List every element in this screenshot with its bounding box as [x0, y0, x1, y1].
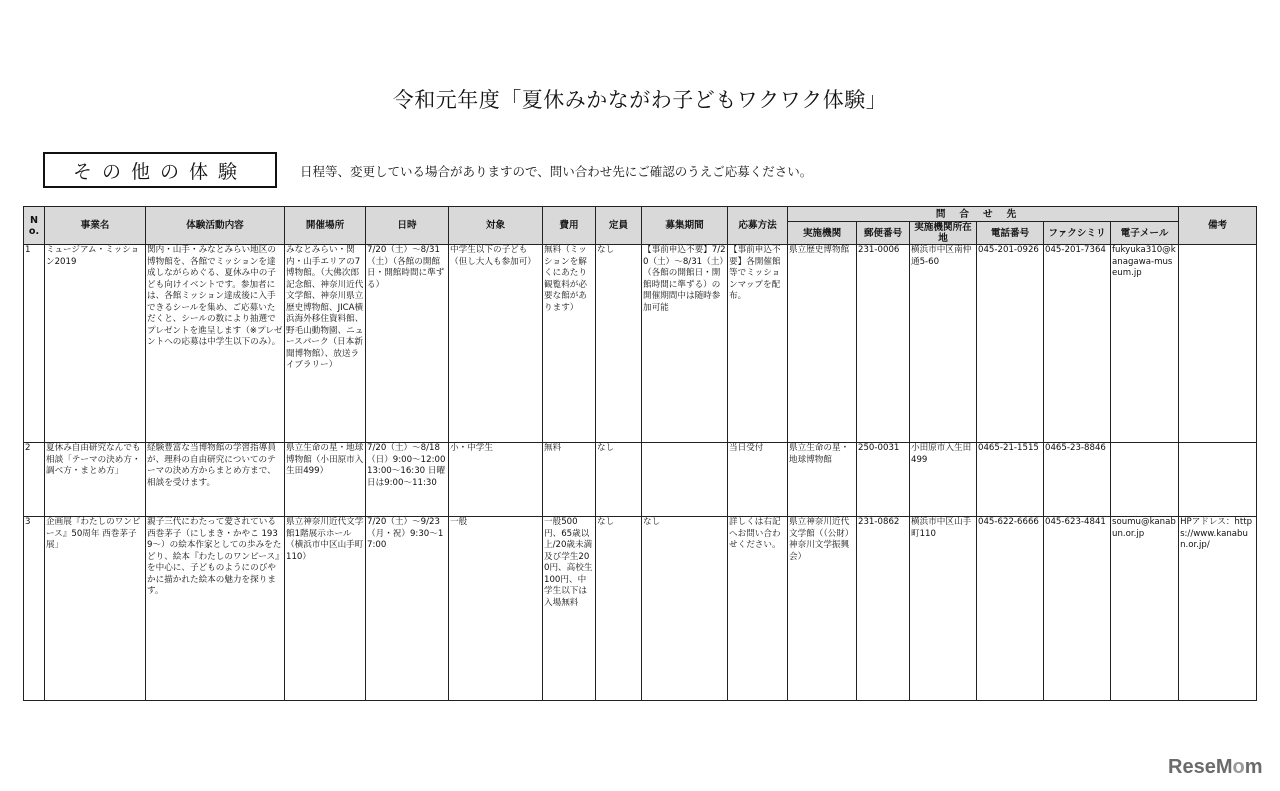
cell-fax: 045-623-4841: [1044, 517, 1111, 701]
resemom-logo: [1168, 756, 1263, 779]
cell-phone: 0465-21-1515: [977, 443, 1044, 517]
cell-capacity: なし: [596, 245, 642, 443]
events-table: [23, 206, 1257, 701]
cell-org: 県立神奈川近代文学館（（公財）神奈川文学振興会）: [788, 517, 857, 701]
cell-venue: 県立神奈川近代文学館1階展示ホール（横浜市中区山手町110）: [285, 517, 366, 701]
page-title: 令和元年度「夏休みかながわ子どもワクワク体験」: [392, 88, 888, 112]
header-method: 応募方法: [728, 207, 788, 245]
cell-capacity: なし: [596, 443, 642, 517]
cell-date: 7/20（土）～9/23（月・祝）9:30～17:00: [366, 517, 449, 701]
cell-date: 7/20（土）～8/18（日）9:00～12:00 13:00～16:30 日曜日は9:00～11:30: [366, 443, 449, 517]
header-event: 事業名: [45, 207, 146, 245]
cell-method: 【事前申込不要】各開催館等でミッションマップを配布。: [728, 245, 788, 443]
cell-target: 中学生以下の子ども（但し大人も参加可）: [449, 245, 543, 443]
notice-text: 日程等、変更している場合がありますので、問い合わせ先にご確認のうえご応募ください。: [300, 164, 813, 179]
cell-address: 小田原市入生田499: [910, 443, 977, 517]
header-fee: 費用: [543, 207, 596, 245]
table-row: [24, 517, 1257, 701]
section-label: その他の体験: [43, 152, 277, 188]
cell-postal: 231-0006: [857, 245, 910, 443]
cell-fax: 045-201-7364: [1044, 245, 1111, 443]
cell-fee: 無料（ミッションを解くにあたり観覧料が必要な館があります）: [543, 245, 596, 443]
cell-address: 横浜市中区山手町110: [910, 517, 977, 701]
logo-text-4: m: [1244, 756, 1263, 778]
cell-period: なし: [642, 517, 728, 701]
cell-capacity: なし: [596, 517, 642, 701]
logo-text-3: o: [1232, 756, 1245, 778]
table-row: [24, 443, 1257, 517]
cell-email: [1111, 443, 1179, 517]
header-content: 体験活動内容: [146, 207, 285, 245]
cell-target: 一般: [449, 517, 543, 701]
cell-postal: 250-0031: [857, 443, 910, 517]
header-fax: ファクシミリ: [1044, 222, 1111, 245]
cell-remarks: [1179, 245, 1257, 443]
logo-text-1: Rese: [1168, 756, 1216, 778]
header-capacity: 定員: [596, 207, 642, 245]
cell-content: 関内・山手・みなとみらい地区の博物館を、各館でミッションを達成しながらめぐる、夏休み中の子ども向けイベントです。参加者には、各館ミッション達成後に入手できるシールを集め、ご応募いただくと、シールの数により抽選でプレゼントを進呈します（※プレゼントへの応募は中学生以下のみ）。: [146, 245, 285, 443]
header-org: 実施機関: [788, 222, 857, 245]
header-date: 日時: [366, 207, 449, 245]
cell-remarks: [1179, 443, 1257, 517]
cell-postal: 231-0862: [857, 517, 910, 701]
cell-target: 小・中学生: [449, 443, 543, 517]
cell-address: 横浜市中区南仲通5-60: [910, 245, 977, 443]
cell-fee: 無料: [543, 443, 596, 517]
header-postal: 郵便番号: [857, 222, 910, 245]
cell-content: 経験豊富な当博物館の学習指導員が、理科の自由研究についてのテーマの決め方からまとめ方まで、相談を受けます。: [146, 443, 285, 517]
cell-date: 7/20（土）～8/31（土）（各館の開館日・開館時間に準ずる）: [366, 245, 449, 443]
cell-period: [642, 443, 728, 517]
cell-phone: 045-622-6666: [977, 517, 1044, 701]
cell-no: 2: [24, 443, 45, 517]
cell-phone: 045-201-0926: [977, 245, 1044, 443]
cell-method: 当日受付: [728, 443, 788, 517]
logo-text-2: M: [1215, 756, 1233, 778]
header-email: 電子メール: [1111, 222, 1179, 245]
header-period: 募集期間: [642, 207, 728, 245]
cell-event: 企画展『わたしのワンピース』50周年 西巻茅子展」: [45, 517, 146, 701]
table-row: [24, 245, 1257, 443]
header-remarks: 備考: [1179, 207, 1257, 245]
cell-org: 県立生命の星・地球博物館: [788, 443, 857, 517]
header-phone: 電話番号: [977, 222, 1044, 245]
cell-venue: 県立生命の星・地球博物館（小田原市入生田499）: [285, 443, 366, 517]
cell-remarks[interactable]: HPアドレス：https://www.kanabun.or.jp/: [1179, 517, 1257, 701]
cell-event: ミュージアム・ミッション2019: [45, 245, 146, 443]
cell-email[interactable]: soumu@kanabun.or.jp: [1111, 517, 1179, 701]
cell-period: 【事前申込不要】7/20（土）～8/31（土）（各館の開館日・開館時間に準ずる）の開催期間中は随時参加可能: [642, 245, 728, 443]
cell-org: 県立歴史博物館: [788, 245, 857, 443]
cell-email[interactable]: fukyuka310@kanagawa-museum.jp: [1111, 245, 1179, 443]
cell-content: 親子三代にわたって愛されている西巻茅子（にしまき・かやこ 1939～）の絵本作家としての歩みをたどり、絵本『わたしのワンピース』を中心に、子どものようにのびやかに描かれた絵本の魅力を探ります。: [146, 517, 285, 701]
cell-no: 1: [24, 245, 45, 443]
header-inquiry: 問合せ先: [788, 207, 1179, 222]
cell-method: 詳しくは右記へお問い合わせください。: [728, 517, 788, 701]
cell-event: 夏休み自由研究なんでも相談「テーマの決め方・調べ方・まとめ方」: [45, 443, 146, 517]
cell-fee: 一般500円、65歳以上/20歳未満及び学生200円、高校生100円、中学生以下は入場無料: [543, 517, 596, 701]
header-target: 対象: [449, 207, 543, 245]
header-no: No.: [24, 207, 45, 245]
cell-fax: 0465-23-8846: [1044, 443, 1111, 517]
header-address: 実施機関所在地: [910, 222, 977, 245]
cell-no: 3: [24, 517, 45, 701]
cell-venue: みなとみらい・関内・山手エリアの7博物館。（大佛次郎記念館、神奈川近代文学館、神奈川県立歴史博物館、JICA横浜海外移住資料館、野毛山動物園、ニュースパーク（日本新聞博物館）、放送ライブラリー）: [285, 245, 366, 443]
header-venue: 開催場所: [285, 207, 366, 245]
